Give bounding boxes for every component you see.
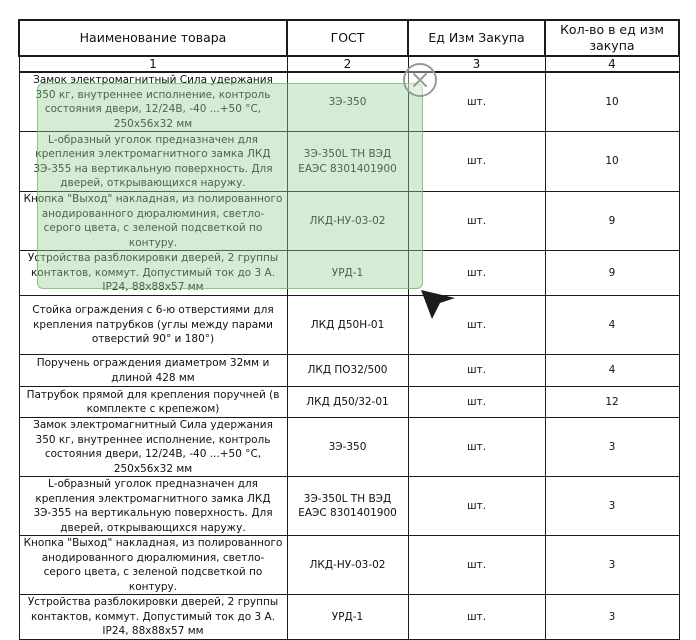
cell-gost: УРД-1	[287, 595, 408, 640]
cell-unit: шт.	[408, 132, 545, 192]
table-row	[19, 355, 679, 387]
cell-qty: 3	[545, 418, 679, 477]
cell-gost: ЛКД-НУ-03-02	[287, 192, 408, 251]
cell-name: Кнопка "Выход" накладная, из полированного анодированного дюралюминия, светло-серого цвета, с зеленой подсветкой по контуру.	[19, 192, 287, 251]
header-row	[19, 20, 679, 56]
cell-qty: 9	[545, 192, 679, 251]
cell-gost: ЛКД Д50Н-01	[287, 296, 408, 355]
column-number: 4	[545, 56, 679, 72]
cell-qty: 3	[545, 477, 679, 536]
cell-unit: шт.	[408, 477, 545, 536]
cell-gost: 3Э-350L ТН ВЭД ЕАЭС 8301401900	[287, 477, 408, 536]
table-row	[19, 595, 679, 640]
table-row	[19, 418, 679, 477]
cell-name: Кнопка "Выход" накладная, из полированного анодированного дюралюминия, светло-серого цвета, с зеленой подсветкой по контуру.	[19, 536, 287, 595]
header-gost: ГОСТ	[287, 20, 408, 56]
cell-qty: 3	[545, 595, 679, 640]
cell-unit: шт.	[408, 192, 545, 251]
cell-qty: 10	[545, 72, 679, 132]
cell-qty: 3	[545, 536, 679, 595]
cell-gost: ЛКД ПО32/500	[287, 355, 408, 387]
cell-unit: шт.	[408, 251, 545, 296]
cell-gost: УРД-1	[287, 251, 408, 296]
cell-name: L-образный уголок предназначен для крепления электромагнитного замка ЛКД 3Э-355 на вертикальную поверхность. Для дверей, открывающихся наружу.	[19, 132, 287, 192]
cell-unit: шт.	[408, 355, 545, 387]
column-number-row	[19, 56, 679, 72]
cell-gost: ЛКД Д50/32-01	[287, 387, 408, 418]
table-row	[19, 477, 679, 536]
cell-gost: ЛКД-НУ-03-02	[287, 536, 408, 595]
header-name: Наименование товара	[19, 20, 287, 56]
cell-name: Устройства разблокировки дверей, 2 группы контактов, коммут. Допустимый ток до 3 А. IP24, 88х88х57 мм	[19, 251, 287, 296]
cell-unit: шт.	[408, 296, 545, 355]
cell-name: L-образный уголок предназначен для крепления электромагнитного замка ЛКД 3Э-355 на вертикальную поверхность. Для дверей, открывающихся наружу.	[19, 477, 287, 536]
cell-name: Стойка ограждения с 6-ю отверстиями для крепления патрубков (углы между парами отверстий 90° и 180°)	[19, 296, 287, 355]
cell-name: Поручень ограждения диаметром 32мм и длиной 428 мм	[19, 355, 287, 387]
cell-qty: 9	[545, 251, 679, 296]
cell-qty: 12	[545, 387, 679, 418]
cell-unit: шт.	[408, 536, 545, 595]
cell-name: Патрубок прямой для крепления поручней (в комплекте с крепежом)	[19, 387, 287, 418]
cell-qty: 4	[545, 355, 679, 387]
header-unit: Ед Изм Закупа	[408, 20, 545, 56]
arrow-cursor-icon	[419, 284, 457, 322]
cell-name: Устройства разблокировки дверей, 2 группы контактов, коммут. Допустимый ток до 3 А. IP24, 88х88х57 мм	[19, 595, 287, 640]
cell-unit: шт.	[408, 72, 545, 132]
cell-gost: 3Э-350L ТН ВЭД ЕАЭС 8301401900	[287, 132, 408, 192]
cell-qty: 4	[545, 296, 679, 355]
selection-overlay[interactable]	[37, 83, 423, 289]
header-qty: Кол-во в ед изм закупа	[545, 20, 679, 56]
cell-unit: шт.	[408, 595, 545, 640]
column-number: 3	[408, 56, 545, 72]
cell-unit: шт.	[408, 387, 545, 418]
table-row	[19, 387, 679, 418]
close-selection-button[interactable]	[403, 63, 437, 97]
column-number: 2	[287, 56, 408, 72]
cell-unit: шт.	[408, 418, 545, 477]
close-circle-icon	[405, 65, 435, 95]
cell-gost: 3Э-350	[287, 418, 408, 477]
table-row	[19, 536, 679, 595]
cell-gost: 3Э-350	[287, 72, 408, 132]
cell-qty: 10	[545, 132, 679, 192]
cell-name: Замок электромагнитный Сила удержания 350 кг, внутреннее исполнение, контроль состояния двери, 12/24В, -40 ...+50 °С, 250х56х32 мм	[19, 72, 287, 132]
column-number: 1	[19, 56, 287, 72]
cell-name: Замок электромагнитный Сила удержания 350 кг, внутреннее исполнение, контроль состояния двери, 12/24В, -40 ...+50 °С, 250х56х32 мм	[19, 418, 287, 477]
table-row	[19, 296, 679, 355]
